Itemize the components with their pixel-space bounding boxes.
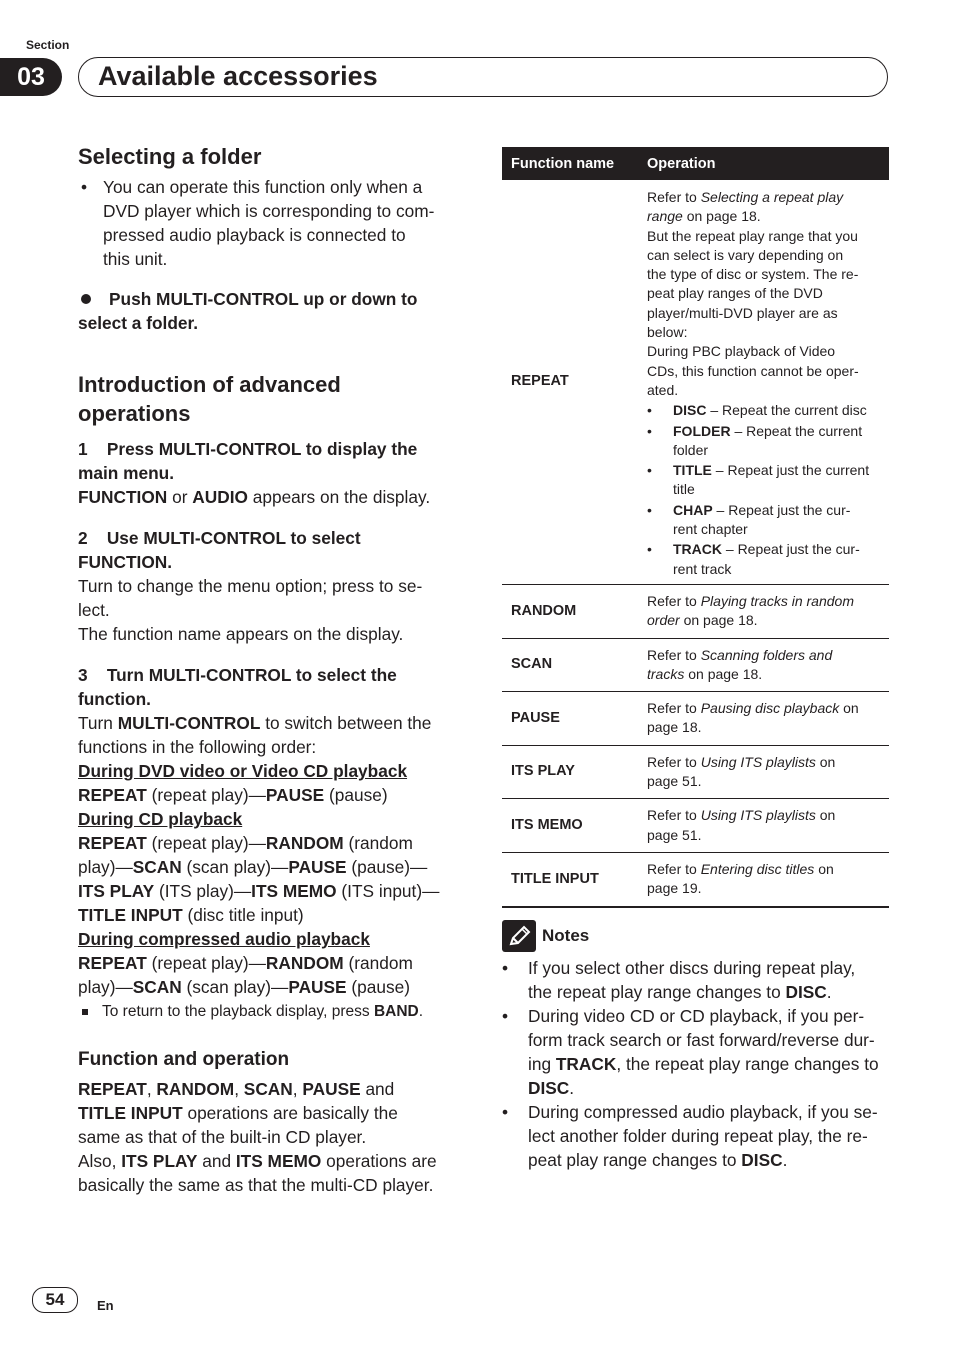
select-folder-instruction: Push MULTI-CONTROL up or down to select a folder.: [78, 289, 418, 333]
filled-circle-icon: [81, 294, 91, 304]
function-name-cell: RANDOM: [502, 584, 638, 638]
compressed-playback-heading: During compressed audio playback: [78, 929, 370, 949]
function-operation-text: REPEAT, RANDOM, SCAN, PAUSE and TITLE INPUT operations are basically the same as that of the built-in CD player. Also, ITS PLAY and ITS MEMO operations are basically the same as that the multi-CD player.: [78, 1079, 437, 1195]
intro-steps: [78, 437, 468, 1023]
operation-cell: Refer to Selecting a repeat play range on page 18. But the repeat play range that you can select is vary depending on the type of disc or system. The re- peat play ranges of the DVD player/multi-DVD player are as below: During PBC playback of Video CDs, this function cannot be oper- ated. • DISC – Repeat the current disc • FOLDER – Repeat the current folder • TITLE – Repeat just the current title • CHAP – Repeat just the cur- rent chapter • TRACK – Repeat just the cur- rent track: [638, 180, 889, 584]
step3-title: 3 Turn MULTI-CONTROL to select the function.: [78, 665, 397, 709]
page-number: 54: [32, 1287, 78, 1313]
table-row: [502, 745, 889, 799]
operation-cell: Refer to Using ITS playlists on page 51.: [638, 745, 889, 799]
notes-heading: Notes: [542, 926, 590, 945]
list-item: • During video CD or CD playback, if you per- form track search or fast forward/reverse dur- ing TRACK, the repeat play range changes to DISC.: [502, 1004, 892, 1100]
function-operation-section: [78, 1047, 478, 1197]
language-label: En: [97, 1298, 114, 1313]
notes-section: [502, 920, 892, 1172]
cd-playback-heading: During CD playback: [78, 809, 243, 829]
list-item: • During compressed audio playback, if you se- lect another folder during repeat play, the re- peat play range changes to DISC.: [502, 1100, 892, 1172]
selecting-folder-bullet: • You can operate this function only when a DVD player which is corresponding to com- pressed audio playback is connected to this unit.: [81, 177, 435, 269]
intro-heading: Introduction of advanced operations: [78, 372, 341, 426]
table-row: [502, 584, 889, 638]
table-row: [502, 799, 889, 853]
function-name-cell: PAUSE: [502, 692, 638, 746]
step2-text: Turn to change the menu option; press to se- lect. The function name appears on the display.: [78, 576, 423, 644]
section-label: Section: [26, 38, 70, 52]
function-name-cell: SCAN: [502, 638, 638, 692]
table-row: [502, 852, 889, 906]
operation-cell: Refer to Pausing disc playback on page 18.: [638, 692, 889, 746]
list-item: • CHAP – Repeat just the cur- rent chapter: [647, 501, 883, 540]
return-note: To return to the playback display, press BAND.: [78, 1001, 468, 1023]
operation-cell: Refer to Scanning folders and tracks on page 18.: [638, 638, 889, 692]
operation-cell: Refer to Playing tracks in random order on page 18.: [638, 584, 889, 638]
pencil-icon: [502, 920, 536, 952]
function-name-cell: ITS MEMO: [502, 799, 638, 853]
section-number-badge: 03: [0, 58, 62, 96]
list-item: • TRACK – Repeat just the cur- rent track: [647, 540, 883, 579]
step1-text: FUNCTION or AUDIO appears on the display.: [78, 487, 431, 507]
list-item: • If you select other discs during repeat play, the repeat play range changes to DISC.: [502, 956, 892, 1004]
list-item: • DISC – Repeat the current disc: [647, 401, 883, 420]
operation-cell: Refer to Entering disc titles on page 19.: [638, 852, 889, 906]
dvd-playback-heading: During DVD video or Video CD playback: [78, 761, 408, 781]
table-row: [502, 180, 889, 584]
operation-cell: Refer to Using ITS playlists on page 51.: [638, 799, 889, 853]
list-item: • TITLE – Repeat just the current title: [647, 461, 883, 500]
function-name-cell: ITS PLAY: [502, 745, 638, 799]
function-operation-heading: Function and operation: [78, 1049, 290, 1070]
table-row: [502, 692, 889, 746]
column-header-function-name: Function name: [502, 147, 638, 180]
step3-text: Turn MULTI-CONTROL to switch between the functions in the following order: During DVD video or Video CD playback REPEAT (repeat play)—PAUSE (pause) During CD playback REPEAT (repeat play)—RANDOM (random play)—SCAN (scan play)—PAUSE (pause)— ITS PLAY (ITS play)—ITS MEMO (ITS input)— TITLE INPUT (disc title input) During compressed audio playback REPEAT (repeat play)—RANDOM (random play)—SCAN (scan play)—PAUSE (pause): [78, 711, 468, 999]
function-name-cell: REPEAT: [502, 180, 638, 584]
table-header-row: [502, 147, 889, 180]
step1-title: 1 Press MULTI-CONTROL to display the main menu.: [78, 439, 418, 483]
section-title: Available accessories: [98, 61, 378, 91]
column-header-operation: Operation: [638, 147, 889, 180]
function-table: [502, 147, 889, 908]
selecting-folder-heading: Selecting a folder: [78, 144, 262, 169]
step2-title: 2 Use MULTI-CONTROL to select FUNCTION.: [78, 528, 361, 572]
table-row: [502, 638, 889, 692]
list-item: • FOLDER – Repeat the current folder: [647, 422, 883, 461]
notes-header: [502, 920, 892, 952]
function-name-cell: TITLE INPUT: [502, 852, 638, 906]
